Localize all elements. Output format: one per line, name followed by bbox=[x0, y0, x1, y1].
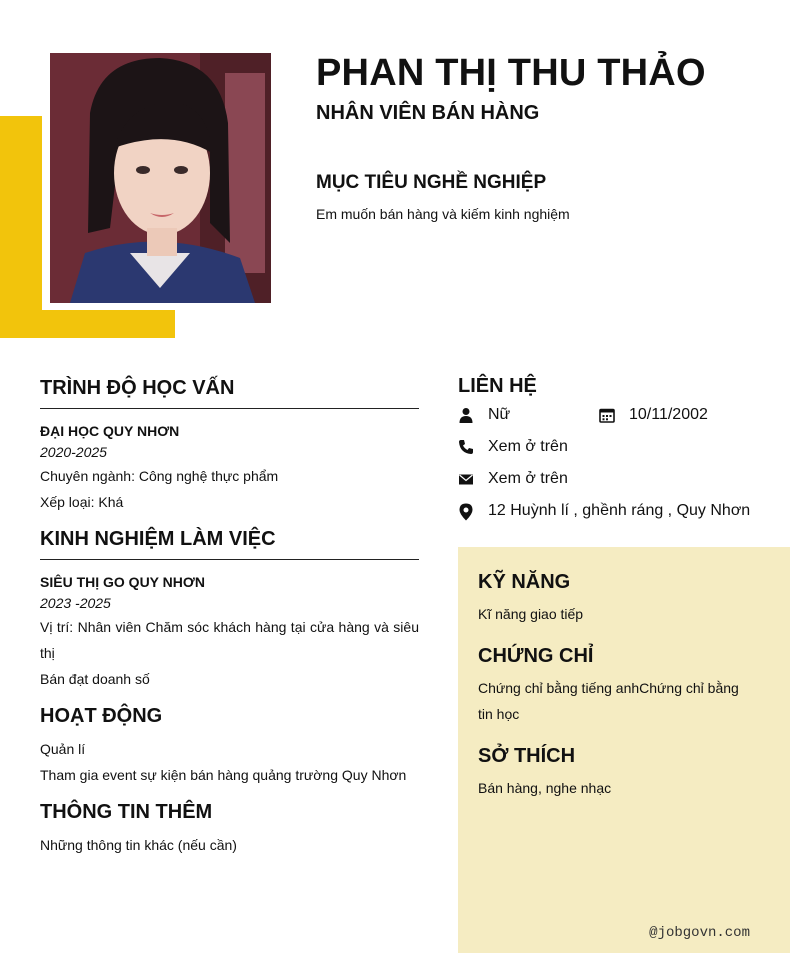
school-name: ĐẠI HỌC QUY NHƠN bbox=[40, 423, 180, 439]
candidate-name: PHAN THỊ THU THẢO bbox=[316, 52, 706, 94]
accent-block-vertical bbox=[0, 116, 42, 338]
contact-address: 12 Huỳnh lí , ghềnh ráng , Quy Nhơn bbox=[458, 502, 750, 520]
side-panel bbox=[458, 547, 790, 953]
contact-gender: Nữ bbox=[458, 406, 510, 424]
location-pin-icon bbox=[458, 503, 474, 519]
more-info-heading: THÔNG TIN THÊM bbox=[40, 801, 213, 823]
education-heading: TRÌNH ĐỘ HỌC VẤN bbox=[40, 377, 235, 399]
left-column bbox=[40, 374, 419, 858]
job-title: NHÂN VIÊN BÁN HÀNG bbox=[316, 102, 540, 124]
objective-text: Em muốn bán hàng và kiếm kinh nghiệm bbox=[316, 206, 570, 222]
experience-heading: KINH NGHIỆM LÀM VIỆC bbox=[40, 528, 276, 550]
skills-text: Kĩ năng giao tiếp bbox=[478, 606, 584, 622]
activity-item: Tham gia event sự kiện bán hàng quảng trường Quy Nhơn bbox=[40, 767, 407, 783]
calendar-icon bbox=[599, 407, 615, 423]
education-major: Chuyên ngành: Công nghệ thực phẩm bbox=[40, 468, 279, 484]
company-name: SIÊU THỊ GO QUY NHƠN bbox=[40, 574, 205, 590]
activities-heading: HOẠT ĐỘNG bbox=[40, 705, 163, 727]
more-info-text: Những thông tin khác (nếu cần) bbox=[40, 837, 237, 853]
mail-icon bbox=[458, 471, 474, 487]
activity-item: Quản lí bbox=[40, 741, 86, 757]
hobbies-text: Bán hàng, nghe nhạc bbox=[478, 780, 612, 796]
contact-email: Xem ở trên bbox=[458, 470, 568, 488]
experience-period: 2023 -2025 bbox=[40, 595, 111, 611]
education-rank: Xếp loại: Khá bbox=[40, 494, 124, 510]
watermark: @jobgovn.com bbox=[649, 925, 750, 941]
certificates-heading: CHỨNG CHỈ bbox=[478, 645, 594, 667]
certificates-text: Chứng chỉ bằng tiếng anhChứng chỉ bằng tin học bbox=[478, 680, 739, 722]
contact-section bbox=[458, 372, 790, 400]
contact-birthday: 10/11/2002 bbox=[599, 406, 708, 424]
divider bbox=[40, 408, 419, 409]
contact-phone: Xem ở trên bbox=[458, 438, 568, 456]
skills-heading: KỸ NĂNG bbox=[478, 571, 571, 593]
contact-heading: LIÊN HỆ bbox=[458, 375, 537, 397]
phone-icon bbox=[458, 439, 474, 455]
hobbies-heading: SỞ THÍCH bbox=[478, 745, 576, 767]
accent-block-horizontal bbox=[0, 310, 175, 338]
experience-achievement: Bán đạt doanh số bbox=[40, 671, 150, 687]
objective-heading: MỤC TIÊU NGHỀ NGHIỆP bbox=[316, 172, 547, 193]
profile-photo bbox=[50, 53, 271, 303]
person-icon bbox=[458, 407, 474, 423]
education-period: 2020-2025 bbox=[40, 444, 107, 460]
experience-position: Vị trí: Nhân viên Chăm sóc khách hàng tại cửa hàng và siêu thị bbox=[40, 619, 419, 661]
divider bbox=[40, 559, 419, 560]
